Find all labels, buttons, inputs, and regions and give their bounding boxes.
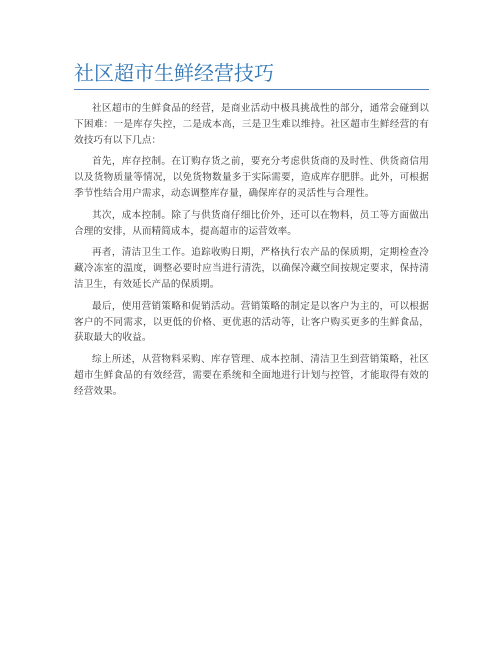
document-body	[74, 101, 429, 406]
document-title: 社区超市生鲜经营技巧	[74, 61, 274, 85]
paragraph-intro: 社区超市的生鲜食品的经营，是商业活动中极具挑战性的部分，通常会碰到以下困难：一是库存失控，二是成本高，三是卫生难以维持。社区超市生鲜经营的有效技巧有以下几点：	[74, 103, 429, 146]
title-underline	[74, 89, 429, 90]
paragraph-cost-control: 其次，成本控制。除了与供货商仔细比价外，还可以在物料，员工等方面做出合理的安排，从而精简成本，提高超市的运营效率。	[74, 209, 429, 237]
paragraph-inventory-control: 首先，库存控制。在订购存货之前，要充分考虑供货商的及时性、供货商信用以及货物质量等情况，以免货物数量多于实际需要，造成库存肥胖。此外，可根据季节性结合用户需求，动态调整库存量，确保库存的灵活性与合理性。	[74, 156, 429, 199]
paragraph-hygiene: 再者，清洁卫生工作。追踪收购日期，严格执行农产品的保质期，定期检查冷藏冷冻室的温度，调整必要时应当进行清洗，以确保冷藏空间按规定要求，保持清洁卫生，有效延长产品的保质期。	[74, 247, 429, 290]
paragraph-conclusion: 综上所述，从营物料采购、库存管理、成本控制、清洁卫生到营销策略，社区超市生鲜食品的有效经营，需要在系统和全面地进行计划与控管，才能取得有效的经营效果。	[74, 354, 429, 397]
paragraph-marketing: 最后，使用营销策略和促销活动。营销策略的制定是以客户为主的，可以根据客户的不同需求，以更低的价格、更优惠的活动等，让客户购买更多的生鲜食品，获取最大的收益。	[74, 300, 429, 344]
